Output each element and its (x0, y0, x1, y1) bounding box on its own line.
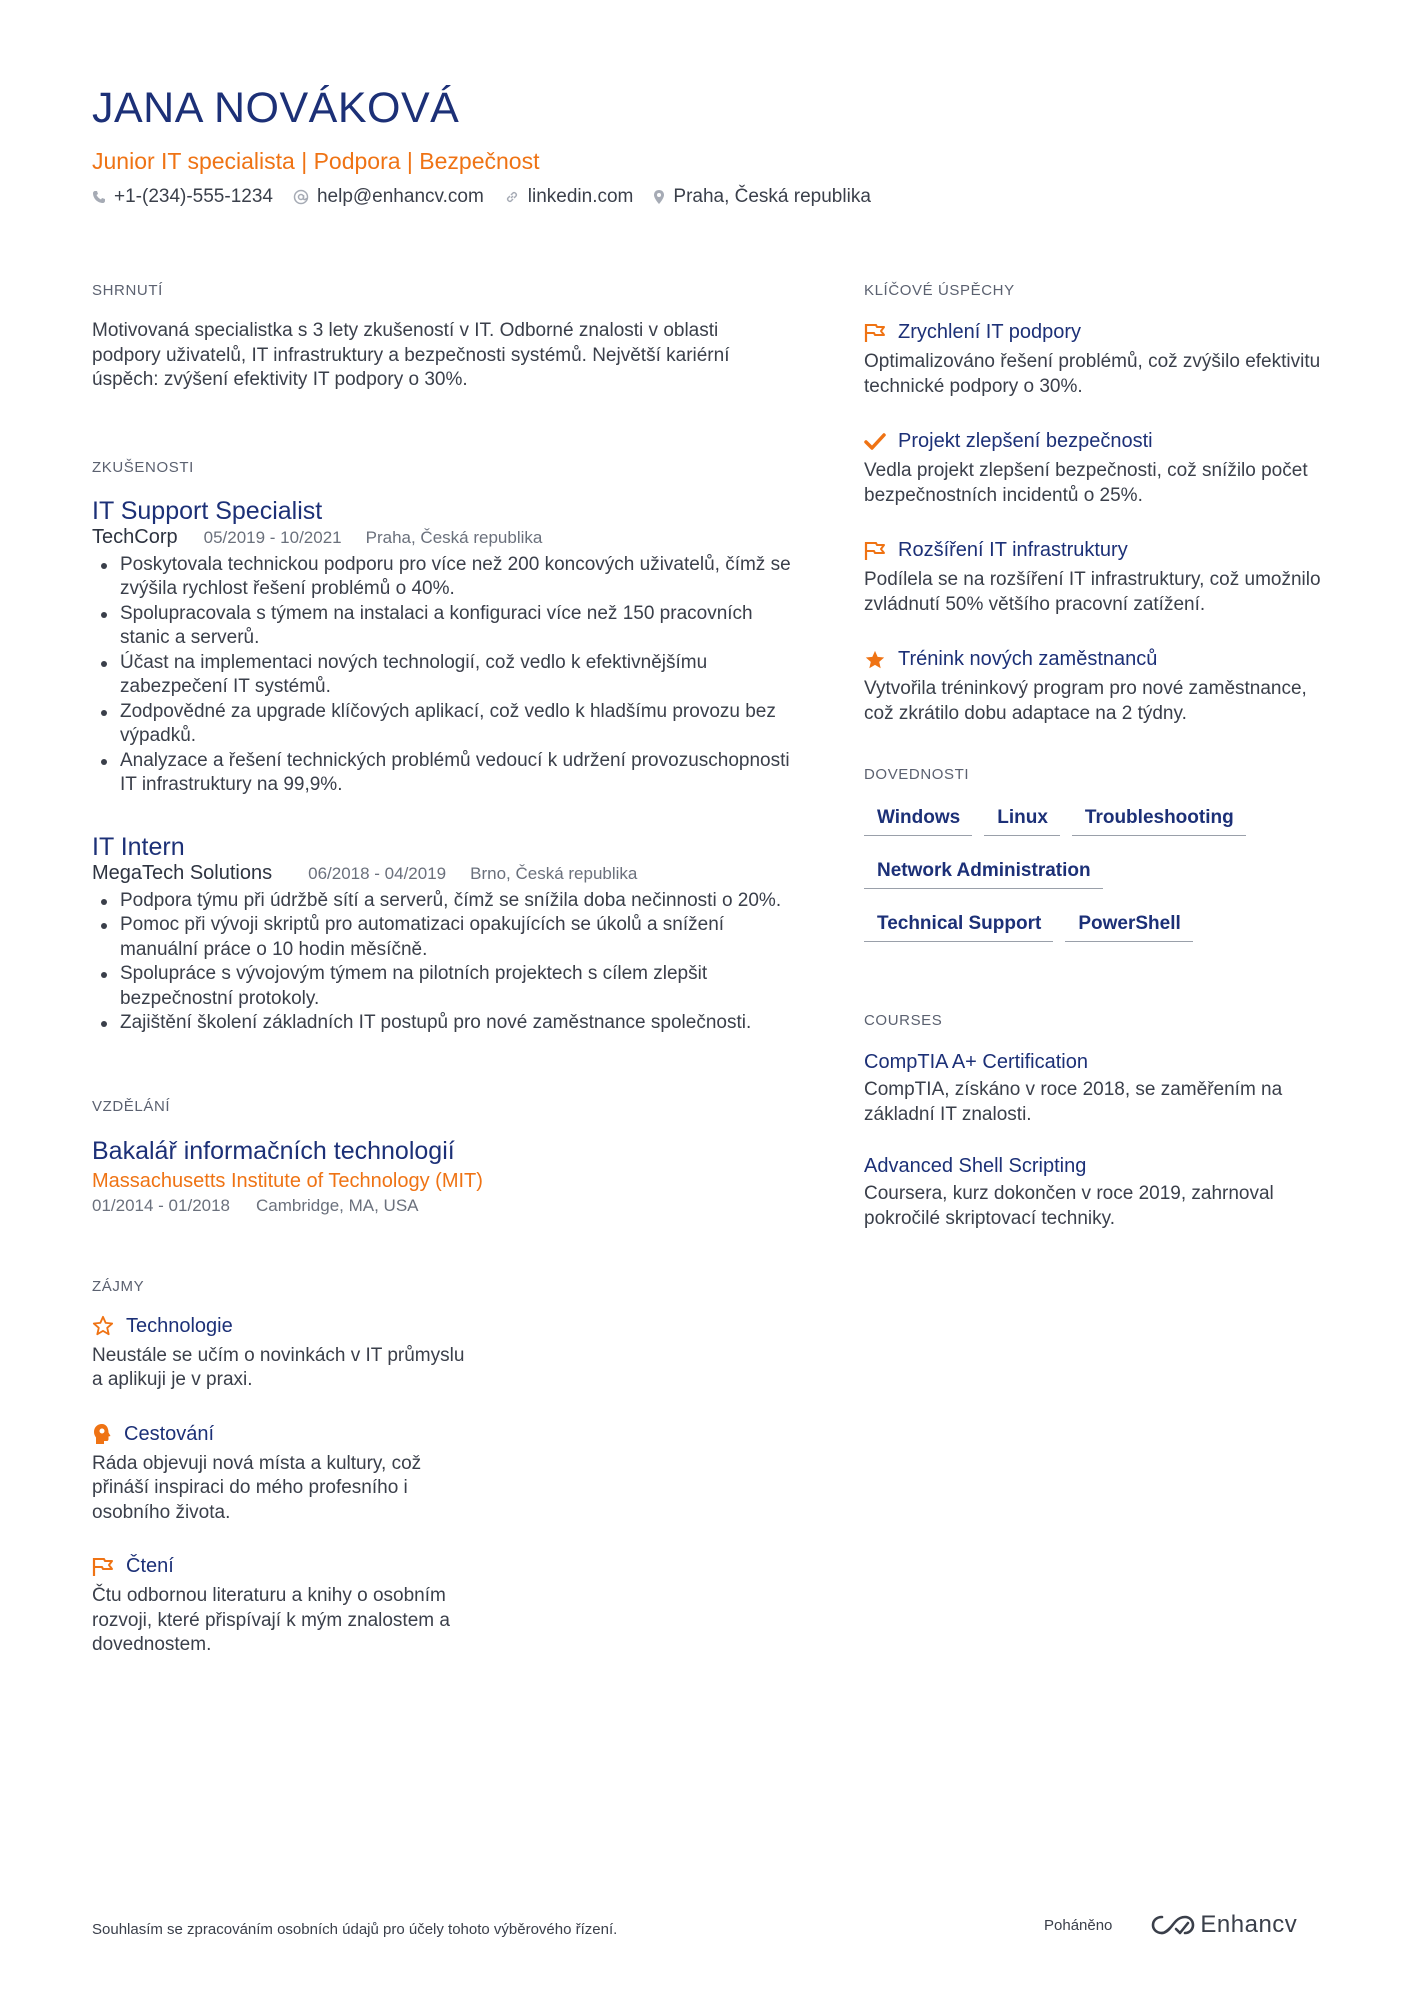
course-item (864, 1051, 1334, 1127)
skill-tag: Technical Support (864, 913, 1053, 942)
job-title: IT Support Specialist (92, 496, 323, 525)
achievement-text: Vedla projekt zlepšení bezpečnosti, což snížilo počet bezpečnostních incidentů o 25%. (864, 460, 1308, 506)
job-meta (92, 526, 792, 549)
summary-text: Motivovaná specialistka s 3 lety zkušeností v IT. Odborné znalosti v oblasti podpory uživatelů, IT infrastruktury a bezpečnosti systémů. Největší kariérní úspěch: zvýšení efektivity IT podpory o 30%. (92, 320, 730, 390)
achievement-title: Zrychlení IT podpory (898, 321, 1082, 343)
head-icon (92, 1423, 112, 1445)
list-item: Účast na implementaci nových technologií, což vedlo k efektivnějšímu zabezpečení IT systémů. (92, 651, 792, 700)
candidate-headline: Junior IT specialista | Podpora | Bezpečnost (92, 148, 540, 174)
interest-title: Technologie (126, 1314, 233, 1337)
skill-tag: Windows (864, 807, 972, 836)
job-title: IT Intern (92, 832, 185, 861)
interest-text: Čtu odbornou literaturu a knihy o osobním rozvoji, které přispívají k mým znalostem a dovednostem. (92, 1585, 450, 1655)
courses-heading: COURSES (864, 1012, 943, 1029)
achievement-text: Vytvořila tréninkový program pro nové zaměstnance, což zkrátilo dobu adaptace na 2 týdny. (864, 678, 1307, 724)
achievement-text: Optimalizováno řešení problémů, což zvýšilo efektivitu technické podpory o 30%. (864, 351, 1321, 397)
job-bullets (92, 553, 792, 798)
courses-list (864, 1051, 1334, 1231)
list-item: Podpora týmu při údržbě sítí a serverů, čímž se snížila doba nečinnosti o 20%. (92, 889, 792, 914)
candidate-name: JANA NOVÁKOVÁ (92, 84, 460, 132)
interest-text: Ráda objevuji nová místa a kultury, což přináší inspiraci do mého profesního i osobního života. (92, 1452, 422, 1523)
achievement-text: Podílela se na rozšíření IT infrastruktury, což umožnilo zvládnutí 50% většího pracovní zatížení. (864, 569, 1321, 615)
achievement-title: Rozšíření IT infrastruktury (898, 539, 1128, 561)
course-text: Coursera, kurz dokončen v roce 2019, zahrnoval pokročilé skriptovací techniky. (864, 1183, 1274, 1229)
powered-by (1044, 1911, 1297, 1939)
brand-name: Enhancv (1200, 1911, 1298, 1938)
contact-email[interactable] (293, 186, 484, 208)
contact-bar (92, 186, 891, 208)
contact-location (653, 186, 871, 208)
email-text: help@enhancv.com (316, 186, 484, 207)
left-column (92, 282, 792, 1688)
interest-title: Cestování (124, 1422, 215, 1445)
interest-item (92, 1555, 467, 1658)
achievement-item (864, 648, 1334, 726)
list-item: Zodpovědné za upgrade klíčových aplikací, což vedlo k hladšímu provozu bez výpadků. (92, 700, 792, 749)
flag-icon (864, 323, 886, 343)
interests-heading: ZÁJMY (92, 1277, 145, 1295)
skill-tag: Linux (984, 807, 1060, 836)
course-text: CompTIA, získáno v roce 2018, se zaměřením na základní IT znalosti. (864, 1079, 1283, 1125)
check-icon (864, 432, 886, 452)
consent-text: Souhlasím se zpracováním osobních údajů pro účely tohoto výběrového řízení. (92, 1921, 618, 1938)
enhancv-logo-icon (1150, 1913, 1196, 1937)
list-item: Zajištění školení základních IT postupů pro nové zaměstnance společnosti. (92, 1011, 792, 1036)
star-outline-icon (92, 1315, 114, 1337)
skills-list (864, 807, 1334, 942)
achievement-item (864, 539, 1334, 617)
right-column (864, 282, 1334, 1231)
experience-heading: ZKUŠENOSTI (92, 458, 194, 476)
job-location: Brno, Česká republika (470, 863, 638, 883)
job-dates: 05/2019 - 10/2021 (203, 527, 342, 547)
course-item (864, 1155, 1334, 1231)
course-title: CompTIA A+ Certification (864, 1051, 1088, 1073)
skill-tag: Troubleshooting (1072, 807, 1246, 836)
star-filled-icon (864, 649, 886, 671)
interest-text: Neustále se učím o novinkách v IT průmyslu a aplikuji je v praxi. (92, 1344, 465, 1390)
linkedin-text: linkedin.com (527, 186, 634, 207)
job-location: Praha, Česká republika (365, 527, 543, 547)
powered-label: Poháněno (1044, 1916, 1113, 1934)
education-heading: VZDĚLÁNÍ (92, 1097, 171, 1115)
list-item: Spolupráce s vývojovým týmem na pilotních projektech s cílem zlepšit bezpečnostní protokoly. (92, 962, 792, 1011)
flag-icon (92, 1557, 114, 1577)
contact-phone[interactable] (92, 186, 273, 208)
course-title: Advanced Shell Scripting (864, 1155, 1087, 1177)
education-degree: Bakalář informačních technologií (92, 1136, 455, 1165)
education-entry (92, 1137, 792, 1216)
job-entry (92, 832, 792, 1036)
list-item: Spolupracovala s týmem na instalaci a konfiguraci více než 150 pracovních stanic a serverů. (92, 602, 792, 651)
summary-heading: SHRNUTÍ (92, 282, 163, 299)
education-school: Massachusetts Institute of Technology (MIT) (92, 1169, 483, 1192)
achievements-list (864, 321, 1334, 726)
skills-heading: DOVEDNOSTI (864, 766, 970, 783)
phone-icon (92, 190, 106, 204)
enhancv-logo[interactable] (1150, 1911, 1297, 1939)
education-location: Cambridge, MA, USA (256, 1195, 419, 1215)
job-dates: 06/2018 - 04/2019 (308, 863, 447, 883)
job-entry (92, 496, 792, 798)
interest-item (92, 1315, 467, 1393)
interests-grid (92, 1315, 792, 1688)
skill-tag: PowerShell (1065, 913, 1192, 942)
achievement-item (864, 430, 1334, 508)
flag-icon (864, 541, 886, 561)
list-item: Analyzace a řešení technických problémů vedoucí k udržení provozuschopnosti IT infrastruktury na 99,9%. (92, 749, 792, 798)
job-company: MegaTech Solutions (92, 861, 273, 884)
education-meta (92, 1196, 792, 1216)
phone-text: +1-(234)-555-1234 (114, 186, 273, 207)
at-icon (293, 189, 309, 205)
contact-linkedin[interactable] (504, 186, 634, 208)
skill-tag: Network Administration (864, 860, 1103, 889)
interest-title: Čtení (126, 1555, 174, 1577)
achievement-title: Projekt zlepšení bezpečnosti (898, 430, 1153, 452)
location-pin-icon (653, 189, 665, 205)
interest-item (92, 1423, 467, 1526)
achievement-item (864, 321, 1334, 399)
job-company: TechCorp (92, 525, 178, 548)
achievements-heading: KLÍČOVÉ ÚSPĚCHY (864, 282, 1015, 299)
link-icon (504, 189, 520, 205)
list-item: Pomoc při vývoji skriptů pro automatizaci opakujících se úkolů a snížení manuální práce o 10 hodin měsíčně. (92, 913, 792, 962)
list-item: Poskytovala technickou podporu pro více než 200 koncových uživatelů, čímž se zvýšila rychlost řešení problémů o 40%. (92, 553, 792, 602)
job-meta (92, 862, 792, 885)
education-dates: 01/2014 - 01/2018 (92, 1195, 231, 1215)
achievement-title: Trénink nových zaměstnanců (898, 648, 1158, 670)
location-text: Praha, Česká republika (673, 186, 871, 207)
job-bullets (92, 889, 792, 1036)
